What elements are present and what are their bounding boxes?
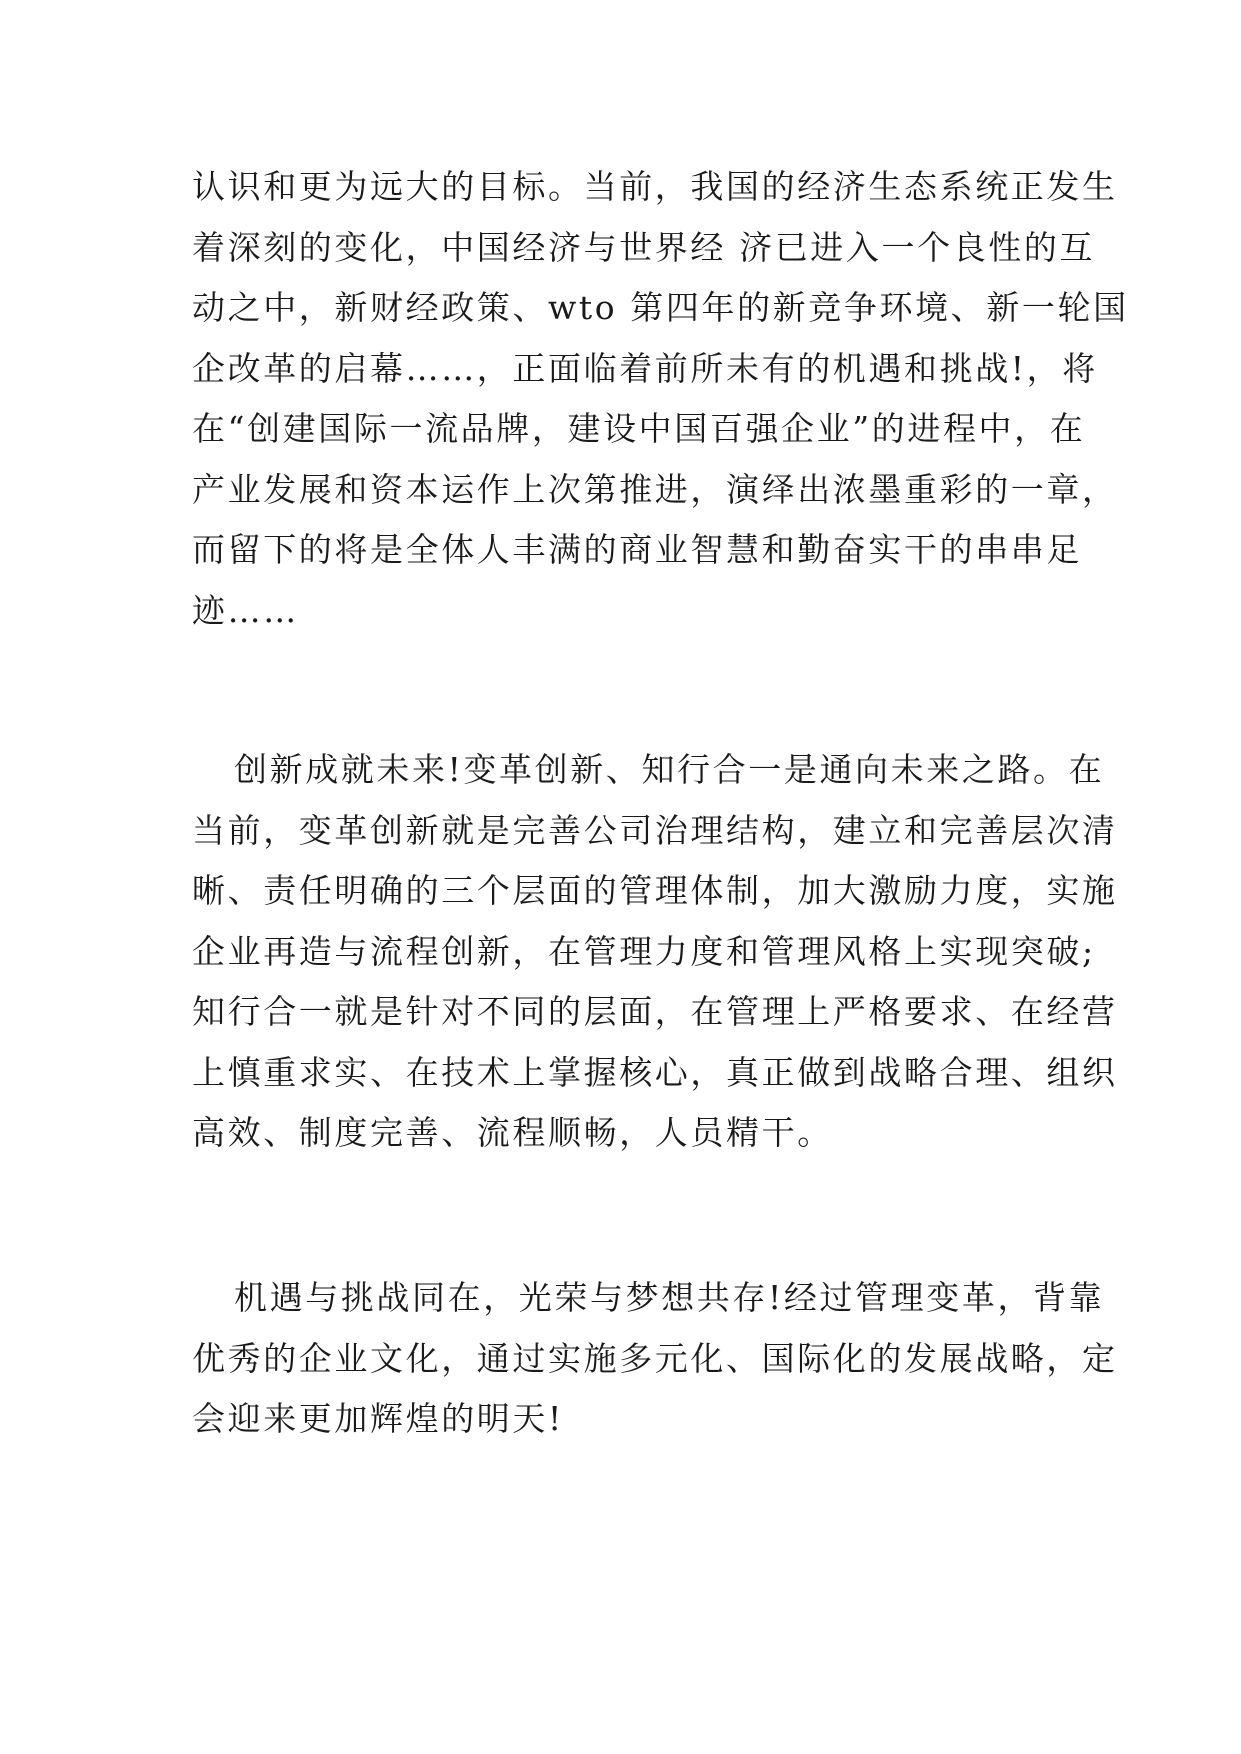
text-line: 知行合一就是针对不同的层面，在管理上严格要求、在经营: [192, 992, 1118, 1031]
text-line: 机遇与挑战同在，光荣与梦想共存!经过管理变革，背靠: [234, 1278, 1105, 1317]
text-line: 认识和更为远大的目标。当前，我国的经济生态系统正发生: [192, 167, 1118, 206]
text-line: 高效、制度完善、流程顺畅，人员精干。: [192, 1113, 833, 1152]
text-line: 动之中，新财经政策、wto 第四年的新竞争环境、新一轮国: [192, 288, 1129, 327]
text-line: 创新成就未来!变革创新、知行合一是通向未来之路。在: [234, 750, 1105, 789]
text-line: 企改革的启幕……，正面临着前所未有的机遇和挑战!，将: [192, 348, 1098, 388]
paragraph-3: [192, 1268, 1118, 1450]
text-line: 而留下的将是全体人丰满的商业智慧和勤奋实干的串串足: [192, 530, 1082, 569]
text-line: 当前，变革创新就是完善公司治理结构，建立和完善层次清: [192, 810, 1118, 850]
text-line: 上慎重求实、在技术上掌握核心，真正做到战略合理、组织: [192, 1052, 1118, 1092]
text-line: 优秀的企业文化，通过实施多元化、国际化的发展战略，定: [192, 1338, 1118, 1378]
paragraph-2: [192, 740, 1118, 1164]
text-line: 晰、责任明确的三个层面的管理体制，加大激励力度，实施: [192, 871, 1118, 910]
text-line: 着深刻的变化，中国经济与世界经 济已进入一个良性的互: [192, 227, 1096, 267]
text-line: 在“创建国际一流品牌，建设中国百强企业”的进程中，在: [192, 409, 1086, 448]
text-line: 产业发展和资本运作上次第推进，演绎出浓墨重彩的一章，: [192, 469, 1118, 509]
text-line: 迹……: [192, 590, 299, 630]
text-line: 企业再造与流程创新，在管理力度和管理风格上实现突破;: [192, 931, 1096, 971]
text-line: 会迎来更加辉煌的明天!: [192, 1399, 564, 1438]
paragraph-1: [192, 157, 1129, 641]
